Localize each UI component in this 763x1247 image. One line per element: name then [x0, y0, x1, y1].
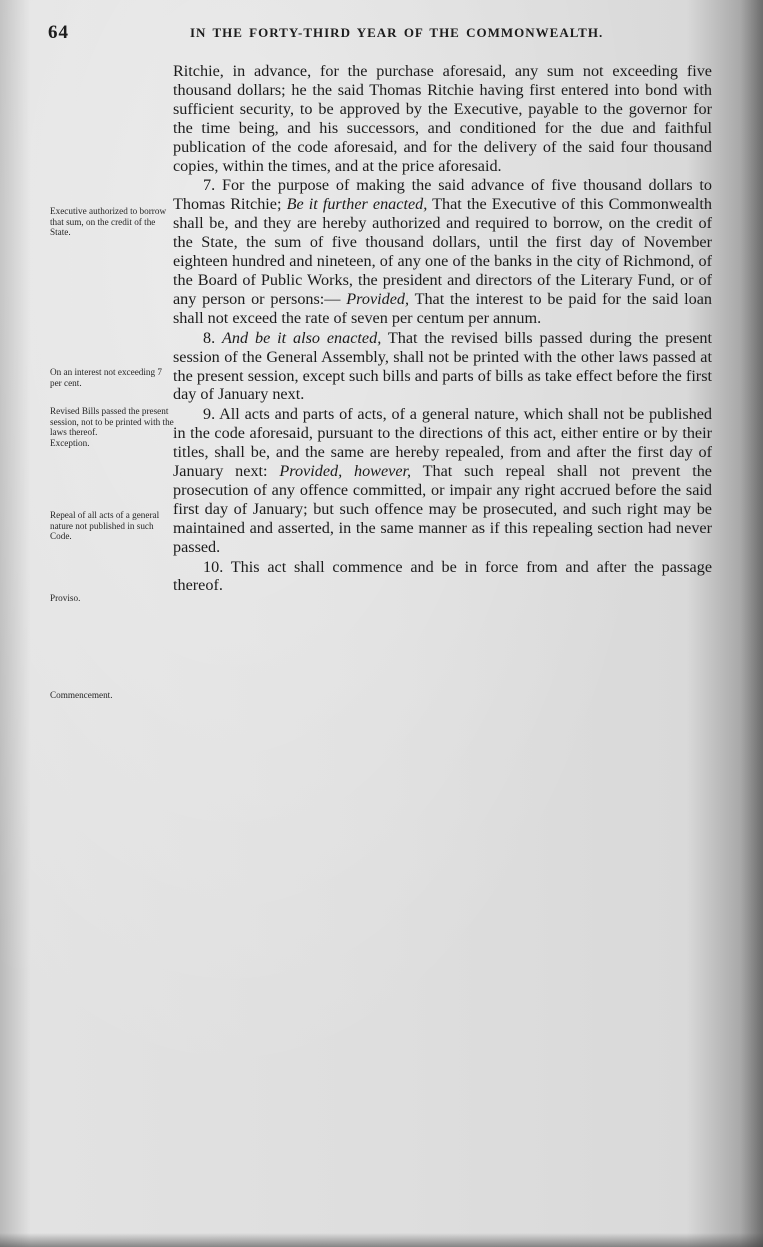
section-8-text: That the revised bills passed during the present session of the General Assembly, shall not be printed with the other laws passed at the present session, except such bills and parts of bills as take effect before the first day of January next. — [173, 328, 713, 404]
enacting-clause: And be it also enacted, — [222, 328, 382, 347]
page-number: 64 — [48, 22, 69, 43]
enacting-clause: Be it further enacted, — [286, 195, 428, 214]
margin-note-text: Repeal of all acts of a general nature not published in such Code. — [50, 510, 160, 542]
section-7-text: 7. For the purpose of making the said advance of five thousand dollars to Thomas Ritchie; — [173, 176, 712, 214]
paragraph-continuation: Ritchie, in advance, for the purchase aforesaid, any sum not exceeding five thousand dollars; he the said Thomas Ritchie having first entered into bond with sufficient security, to be approved by the Executive, payable to the governor for the time being, and his successors, and conditioned for the due and faithful publication of the code aforesaid, and for the delivery of the said four thousand copies, within the times, and at the price aforesaid. — [173, 62, 712, 175]
running-title: IN THE FORTY-THIRD YEAR OF THE COMMONWEALTH. — [190, 25, 604, 40]
section-8-number: 8. — [203, 328, 216, 347]
section-7-text: That the interest to be paid for the said loan shall not exceed the rate of seven per centum per annum. — [173, 289, 713, 327]
margin-note-text: Revised Bills passed the present session, not to be printed with the laws thereof. — [50, 406, 174, 438]
margin-note-revised — [50, 406, 174, 448]
margin-note-text: Executive authorized to borrow that sum, on the credit of the State. — [50, 206, 167, 238]
margin-note-text: On an interest not exceeding 7 per cent. — [50, 367, 162, 388]
section-8 — [173, 329, 712, 405]
section-9 — [173, 405, 712, 556]
section-9-text: 9. All acts and parts of acts, of a general nature, which shall not be published in the code aforesaid, pursuant to the directions of this act, either entire or by their titles, shall be, and the same are hereby repealed, from and after the first day of January next: — [173, 405, 712, 481]
margin-note-exception: Exception. — [50, 437, 90, 448]
section-10: 10. This act shall commence and be in force from and after the passage thereof. — [173, 557, 712, 595]
section-7-text: That the Executive of this Commonwealth shall be, and they are hereby authorized and required to borrow, on the credit of the State, the sum of five thousand dollars, until the first day of November eighteen hundred and nineteen, of any one of the banks in the city of Richmond, of the Board of Public Works, the president and directors of the Literary Fund, or of any person or persons:— — [173, 195, 712, 308]
proviso-word: Provided, — [346, 289, 410, 308]
section-9-text: That such repeal shall not prevent the prosecution of any offence committed, or impair any right accrued before the said first day of January; but such offence may be prosecuted, and such right may be maintained and asserted, in the same manner as if this repealing section had never passed. — [173, 462, 712, 556]
page-header — [40, 22, 740, 44]
statute-text — [173, 62, 712, 595]
margin-note-interest — [50, 367, 174, 388]
margin-note-repeal — [50, 510, 174, 542]
margin-note-text: Proviso. — [50, 593, 81, 603]
margin-note-text: Commencement. — [50, 690, 113, 700]
margin-note-commencement — [50, 690, 174, 701]
margin-note-proviso — [50, 593, 174, 604]
margin-note-executive — [50, 206, 174, 238]
section-7 — [173, 176, 712, 327]
proviso-word: Provided, however, — [279, 462, 412, 481]
